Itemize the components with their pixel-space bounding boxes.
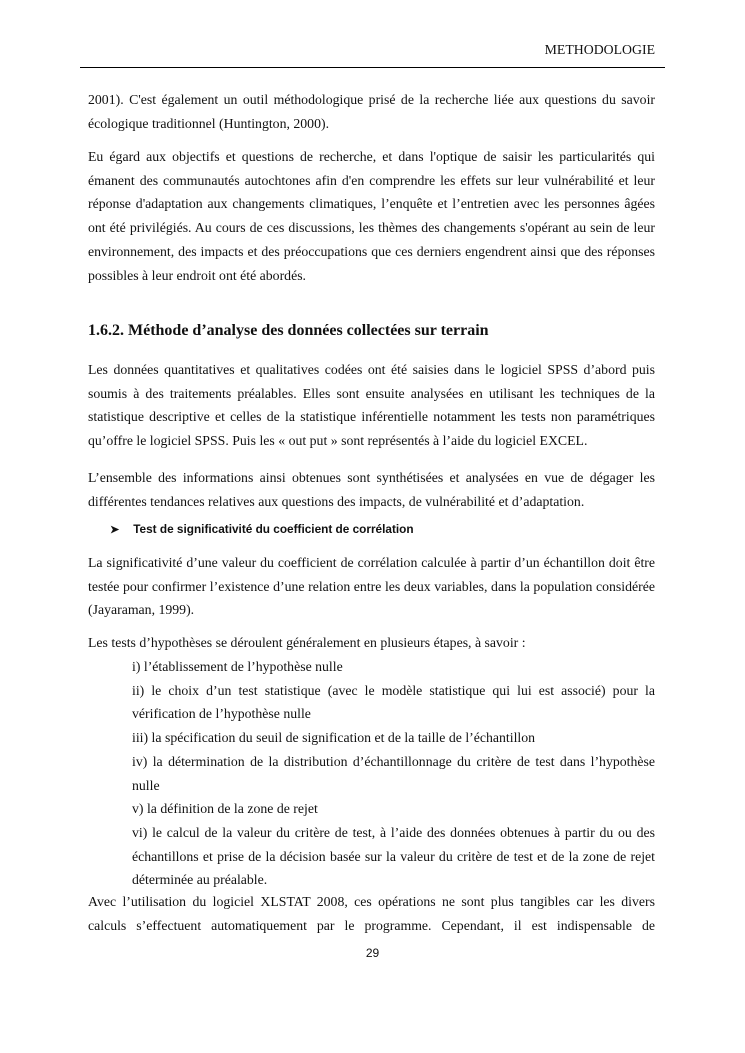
paragraph-text: Eu égard aux objectifs et questions de recherche, et dans l'optique de saisir les particularités qui émanent des communautés autochtones afin d'en comprendre les effets sur leur vulnérabilité et leur réponse d'adaptation aux changements climatiques, l’enquête et l’entretien avec les personnes âgées ont été privilégiés. Au cours de ces discussions, les thèmes des changements s'opérant au sein de leur environnement, des impacts et des préoccupations que ces derniers engendrent ainsi que des réponses possibles à leur endroit ont été abordés. xyxy=(88,149,655,283)
steps-list xyxy=(132,655,655,892)
paragraph-text: Les tests d’hypothèses se déroulent généralement en plusieurs étapes, à savoir : xyxy=(88,635,526,650)
paragraph-text: La significativité d’une valeur du coefficient de corrélation calculée à partir d’un échantillon doit être testée pour confirmer l’existence d’une relation entre les deux variables, dans la population considérée (Jayaraman, 1999). xyxy=(88,555,655,618)
paragraph-3 xyxy=(88,358,655,453)
list-item: iii) la spécification du seuil de signification et de la taille de l’échantillon xyxy=(132,730,536,746)
arrow-bullet-icon: ➤ xyxy=(110,524,120,536)
list-item: v) la définition de la zone de rejet xyxy=(132,801,318,817)
paragraph-1 xyxy=(88,88,655,135)
header-rule xyxy=(80,67,665,68)
list-item: vi) le calcul de la valeur du critère de test, à l’aide des données obtenues à partir du ou des échantillons et prise de la décision basée sur la valeur du critère de test et de la zone de rejet déterminée au préalable. xyxy=(132,824,655,888)
bullet-heading xyxy=(110,522,414,536)
paragraph-2 xyxy=(88,145,655,287)
bullet-heading-text: Test de significativité du coefficient de corrélation xyxy=(133,522,414,536)
list-item: ii) le choix d’un test statistique (avec le modèle statistique qui lui est associé) pour la vérification de l’hypothèse nulle xyxy=(132,682,655,722)
paragraph-text: Les données quantitatives et qualitatives codées ont été saisies dans le logiciel SPSS d’abord puis soumis à des traitements préalables. Elles sont ensuite analysées en utilisant les techniques de la statistique descriptive et celles de la statistique inférentielle notamment les tests non paramétriques qu’offre le logiciel SPSS. Puis les « out put » sont représentés à l’aide du logiciel EXCEL. xyxy=(88,362,655,449)
page-number: 29 xyxy=(365,946,380,960)
paragraph-4 xyxy=(88,466,655,513)
running-header: METHODOLOGIE xyxy=(544,42,655,57)
paragraph-5 xyxy=(88,551,655,622)
section-heading: 1.6.2. Méthode d’analyse des données collectées sur terrain xyxy=(88,322,489,339)
list-item: iv) la détermination de la distribution d’échantillonnage du critère de test dans l’hypothèse nulle xyxy=(132,753,655,793)
paragraph-text: L’ensemble des informations ainsi obtenues sont synthétisées et analysées en vue de dégager les différentes tendances relatives aux questions des impacts, de vulnérabilité et d’adaptation. xyxy=(88,470,655,509)
list-item: i) l’établissement de l’hypothèse nulle xyxy=(132,659,343,674)
paragraph-text: Avec l’utilisation du logiciel XLSTAT 2008, ces opérations ne sont plus tangibles car les divers calculs s’effectuent automatiquement par le programme. Cependant, il est indispensable de xyxy=(88,894,655,933)
paragraph-7 xyxy=(88,890,655,937)
paragraph-text: 2001). C'est également un outil méthodologique prisé de la recherche liée aux questions du savoir écologique traditionnel (Huntington, 2000). xyxy=(88,92,655,131)
paragraph-6 xyxy=(88,631,655,655)
